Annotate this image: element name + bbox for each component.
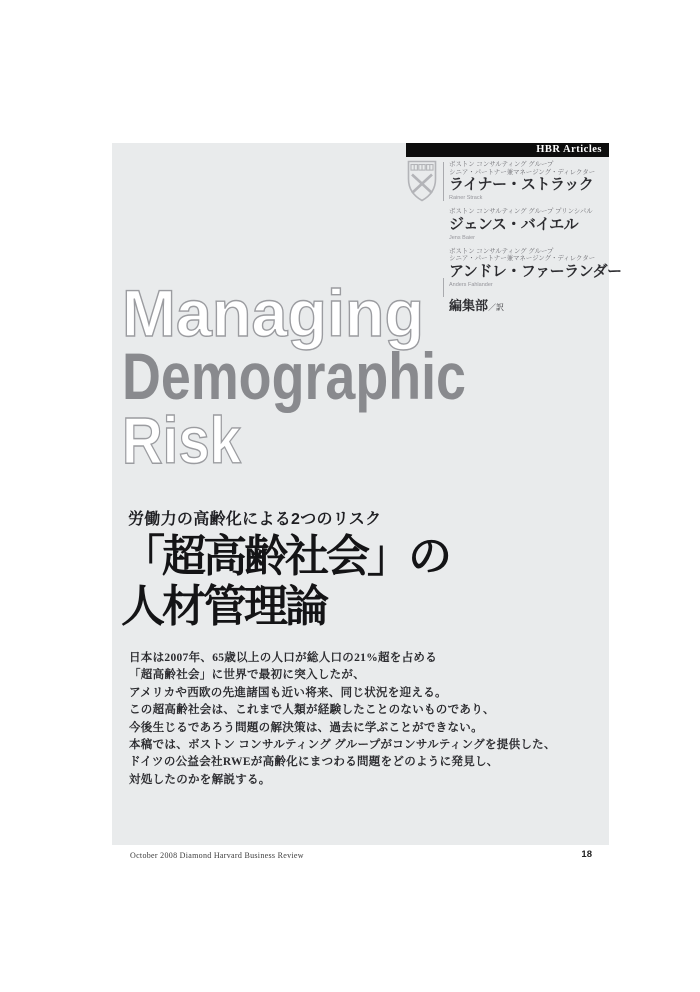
headline-kicker: 労働力の高齢化による2つのリスク <box>128 511 382 528</box>
title-line-managing: Managing <box>122 280 424 350</box>
title-line-demographic: Demographic <box>122 339 466 413</box>
footer-issue-credit: October 2008 Diamond Harvard Business Review <box>130 851 304 860</box>
author-affiliation: ボストン コンサルティング グループ プリンシパル <box>449 208 593 216</box>
banner-label: HBR Articles <box>536 144 602 155</box>
lead-paragraph <box>129 650 556 789</box>
author-entry <box>449 161 607 202</box>
lead-line: ドイツの公益会社RWEが高齢化にまつわる問題をどのように発見し、 <box>129 756 499 769</box>
lead-line: アメリカや西欧の先進諸国も近い将来、同じ状況を迎える。 <box>129 686 447 699</box>
translator-name: 編集部 <box>449 297 489 313</box>
headline-line-2: 人材管理論 <box>121 582 326 631</box>
title-line-risk: Risk <box>122 403 242 477</box>
footer-page-number: 18 <box>581 849 592 860</box>
author-name-en: Anders Fahlander <box>449 281 493 288</box>
lead-line: この超高齢社会は、これまで人類が経験したことのないものであり、 <box>129 704 495 717</box>
lead-line: 本稿では、ボストン コンサルティング グループがコンサルティングを提供した、 <box>129 739 556 752</box>
author-name: ライナー・ストラック <box>449 177 594 194</box>
author-entry <box>449 208 607 242</box>
author-affiliation: シニア・パートナー兼マネージング・ディレクター <box>449 255 595 263</box>
author-name-en: Rainer Strack <box>449 195 483 202</box>
english-title <box>120 280 600 480</box>
author-affiliation: ボストン コンサルティング グループ <box>449 247 554 255</box>
hbr-articles-banner <box>406 143 609 157</box>
lead-line: 日本は2007年、65歳以上の人口が総人口の21%超を占める <box>129 652 437 664</box>
author-name: アンドレ・ファーランダー <box>449 263 622 280</box>
author-affiliation: シニア・パートナー兼マネージング・ディレクター <box>449 168 595 176</box>
translator-suffix: ／訳 <box>488 302 505 312</box>
headline-line-1: 「超高齢社会」の <box>121 532 449 581</box>
lead-line: 「超高齢社会」に世界で最初に突入したが、 <box>129 669 365 682</box>
lead-line: 今後生じるであろう問題の解決策は、過去に学ぶことができない。 <box>129 721 483 734</box>
author-affiliation: ボストン コンサルティング グループ <box>449 161 554 168</box>
author-name: ジェンス・バイエル <box>449 216 579 233</box>
japanese-headline <box>121 532 449 632</box>
author-divider-line <box>443 162 444 201</box>
author-name-en: Jens Baier <box>449 234 475 241</box>
lead-line: 対処したのかを解説する。 <box>129 773 271 786</box>
hbs-crest-icon <box>407 160 437 202</box>
